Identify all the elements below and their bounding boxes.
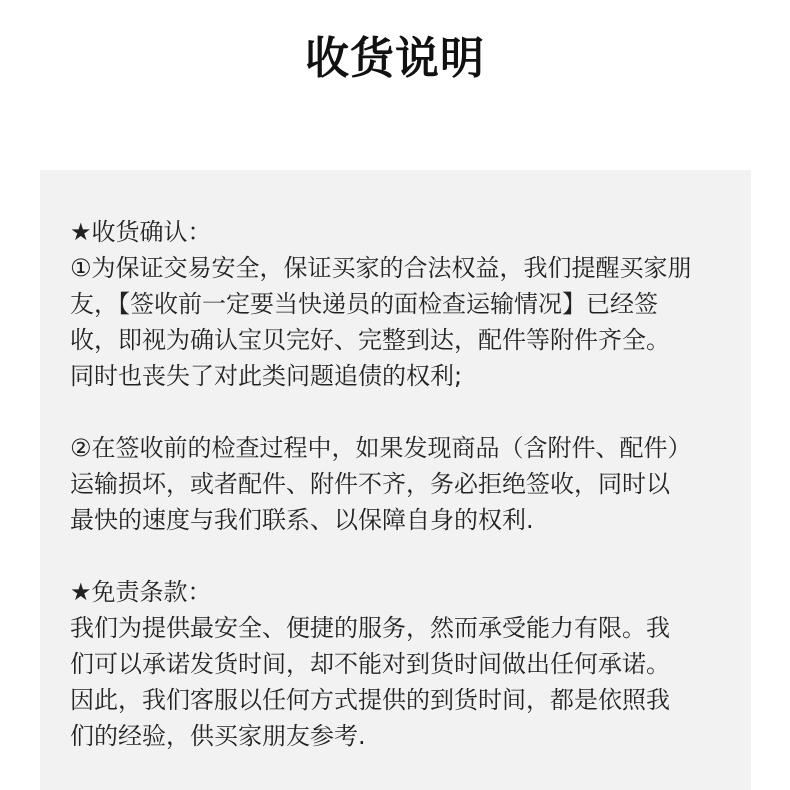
disclaimer-heading: ★免责条款：	[70, 578, 212, 606]
page-title: 收货说明	[305, 33, 485, 84]
receipt-confirmation-item-2: ②在签收前的检查过程中，如果发现商品（含附件、配件）运输损坏，或者配件、附件不齐，务必拒绝签收，同时以最快的速度与我们联系、以保障自身的权利.	[70, 434, 692, 534]
disclaimer-body: 我们为提供最安全、便捷的服务，然而承受能力有限。我们可以承诺发货时间，却不能对到货时间做出任何承诺。因此，我们客服以任何方式提供的到货时间，都是依照我们的经验，供买家朋友参考.	[70, 614, 670, 750]
receipt-confirmation-heading: ★收货确认：	[70, 218, 212, 246]
paragraph-spacer	[70, 394, 693, 430]
receipt-confirmation-item-1: ①为保证交易安全，保证买家的合法权益，我们提醒买家朋友，【签收前一定要当快递员的面检查运输情况】已经签收，即视为确认宝贝完好、完整到达，配件等附件齐全。同时也丧失了对此类问题追债的权利;	[70, 254, 692, 390]
notice-panel	[40, 170, 751, 790]
paragraph-spacer	[70, 538, 693, 574]
